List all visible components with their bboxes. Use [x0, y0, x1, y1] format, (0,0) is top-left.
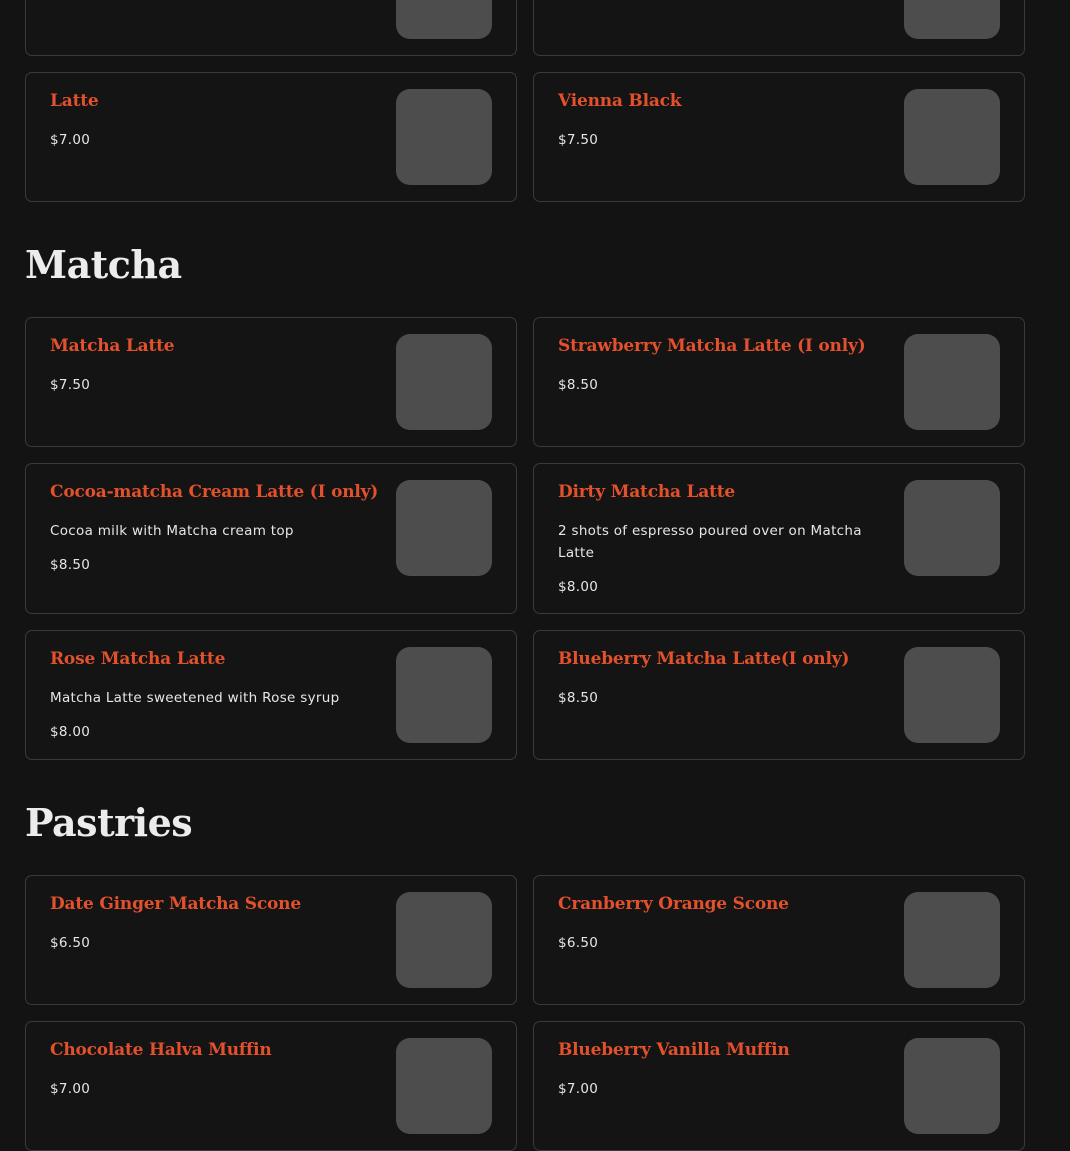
item-image-placeholder	[396, 89, 492, 185]
item-image-placeholder	[396, 0, 492, 39]
menu-item-card-rose-matcha-latte[interactable]	[25, 630, 517, 760]
item-price: $7.00	[50, 132, 91, 148]
item-price: $6.50	[50, 935, 91, 951]
menu-item-card-date-ginger-matcha-scone[interactable]	[25, 875, 517, 1005]
item-price: $8.50	[50, 557, 91, 573]
menu-item-card-vienna-black[interactable]	[533, 72, 1025, 202]
item-name: Chocolate Halva Muffin	[50, 1040, 272, 1060]
item-image-placeholder	[904, 89, 1000, 185]
menu-item-card-matcha-latte[interactable]	[25, 317, 517, 447]
item-image-placeholder	[396, 1038, 492, 1134]
item-image-placeholder	[396, 647, 492, 743]
item-image-placeholder	[904, 334, 1000, 430]
item-name: Cocoa-matcha Cream Latte (I only)	[50, 482, 379, 502]
item-name: Vienna Black	[558, 91, 682, 111]
item-image-placeholder	[904, 0, 1000, 39]
item-name: Rose Matcha Latte	[50, 649, 226, 669]
item-image-placeholder	[396, 892, 492, 988]
item-price: $7.50	[558, 132, 599, 148]
item-image-placeholder	[904, 480, 1000, 576]
item-price: $6.50	[558, 935, 599, 951]
item-price: $8.00	[50, 724, 91, 740]
item-name: Dirty Matcha Latte	[558, 482, 736, 502]
item-image-placeholder	[396, 480, 492, 576]
item-image-placeholder	[904, 647, 1000, 743]
item-price: $8.50	[558, 377, 599, 393]
item-name: Blueberry Vanilla Muffin	[558, 1040, 790, 1060]
item-image-placeholder	[396, 334, 492, 430]
item-name: Strawberry Matcha Latte (I only)	[558, 336, 866, 356]
menu-item-card-blueberry-matcha-latte[interactable]	[533, 630, 1025, 760]
menu-item-card-chocolate-halva-muffin[interactable]	[25, 1021, 517, 1151]
item-name: Blueberry Matcha Latte(I only)	[558, 649, 850, 669]
menu-item-card-strawberry-matcha-latte[interactable]	[533, 317, 1025, 447]
menu-item-card-cranberry-orange-scone[interactable]	[533, 875, 1025, 1005]
item-price: $7.50	[50, 377, 91, 393]
menu-item-card[interactable]	[533, 0, 1025, 56]
menu-item-card-dirty-matcha-latte[interactable]	[533, 463, 1025, 614]
menu-item-card-latte[interactable]	[25, 72, 517, 202]
item-name: Cranberry Orange Scone	[558, 894, 789, 914]
item-description: Matcha Latte sweetened with Rose syrup	[50, 690, 340, 706]
item-price: $7.00	[50, 1081, 91, 1097]
menu-item-card-blueberry-vanilla-muffin[interactable]	[533, 1021, 1025, 1151]
item-price: $8.00	[558, 579, 599, 595]
section-heading-pastries: Pastries	[25, 800, 193, 845]
item-image-placeholder	[904, 892, 1000, 988]
item-name: Matcha Latte	[50, 336, 175, 356]
item-description: 2 shots of espresso poured over on Matcha Latte	[558, 523, 862, 561]
item-name: Date Ginger Matcha Scone	[50, 894, 301, 914]
item-image-placeholder	[904, 1038, 1000, 1134]
item-price: $7.00	[558, 1081, 599, 1097]
menu-item-card-cocoa-matcha-cream-latte[interactable]	[25, 463, 517, 614]
menu-item-card[interactable]	[25, 0, 517, 56]
item-name: Latte	[50, 91, 99, 111]
section-heading-matcha: Matcha	[25, 242, 182, 287]
item-price: $8.50	[558, 690, 599, 706]
item-description: Cocoa milk with Matcha cream top	[50, 523, 294, 539]
